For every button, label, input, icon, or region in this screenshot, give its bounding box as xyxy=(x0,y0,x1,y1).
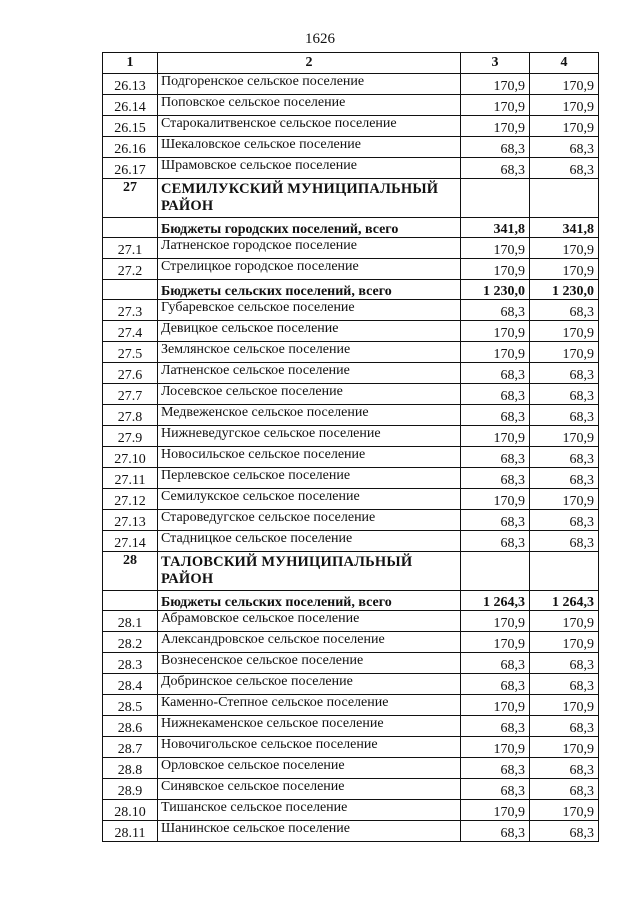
row-name: Бюджеты городских поселений, всего xyxy=(158,218,461,238)
row-value-col4: 68,3 xyxy=(530,510,599,531)
row-value-col4: 68,3 xyxy=(530,653,599,674)
row-number: 27.9 xyxy=(103,426,158,447)
row-name: Семилукское сельское поселение xyxy=(158,489,461,510)
row-value-col3: 68,3 xyxy=(461,300,530,321)
table-row xyxy=(103,737,599,758)
row-value-col3: 68,3 xyxy=(461,758,530,779)
row-value-col3: 68,3 xyxy=(461,384,530,405)
row-value-col4: 68,3 xyxy=(530,363,599,384)
table-row xyxy=(103,384,599,405)
row-name: Синявское сельское поселение xyxy=(158,779,461,800)
row-name: Нижнекаменское сельское поселение xyxy=(158,716,461,737)
row-name: Новосильское сельское поселение xyxy=(158,447,461,468)
row-value-col4: 68,3 xyxy=(530,158,599,179)
row-value-col3: 170,9 xyxy=(461,95,530,116)
row-value-col4: 170,9 xyxy=(530,632,599,653)
row-value-col4: 170,9 xyxy=(530,611,599,632)
table-row xyxy=(103,238,599,259)
row-name: Подгоренское сельское поселение xyxy=(158,74,461,95)
row-value-col4: 68,3 xyxy=(530,468,599,489)
row-value-col4: 68,3 xyxy=(530,137,599,158)
table-header-row xyxy=(103,53,599,74)
row-number xyxy=(103,218,158,238)
row-name: Бюджеты сельских поселений, всего xyxy=(158,280,461,300)
row-name: Орловское сельское поселение xyxy=(158,758,461,779)
row-name: Нижневедугское сельское поселение xyxy=(158,426,461,447)
row-number: 27.11 xyxy=(103,468,158,489)
table-row xyxy=(103,116,599,137)
row-value-col4: 1 230,0 xyxy=(530,280,599,300)
row-value-col4: 170,9 xyxy=(530,737,599,758)
row-name: Губаревское сельское поселение xyxy=(158,300,461,321)
row-number: 27 xyxy=(103,179,158,218)
row-number: 27.3 xyxy=(103,300,158,321)
row-value-col3: 341,8 xyxy=(461,218,530,238)
row-value-col4: 170,9 xyxy=(530,95,599,116)
row-name: Староведугское сельское поселение xyxy=(158,510,461,531)
table-row xyxy=(103,758,599,779)
row-name: Стрелицкое городское поселение xyxy=(158,259,461,280)
row-value-col3: 68,3 xyxy=(461,716,530,737)
header-col-3: 3 xyxy=(461,53,530,74)
header-col-1: 1 xyxy=(103,53,158,74)
row-number: 26.17 xyxy=(103,158,158,179)
row-number: 27.10 xyxy=(103,447,158,468)
table-row xyxy=(103,342,599,363)
table-row xyxy=(103,674,599,695)
row-number: 28.11 xyxy=(103,821,158,842)
table-row xyxy=(103,405,599,426)
row-value-col3: 68,3 xyxy=(461,821,530,842)
row-value-col4: 170,9 xyxy=(530,74,599,95)
row-value-col4: 68,3 xyxy=(530,384,599,405)
row-number: 28.8 xyxy=(103,758,158,779)
row-value-col3: 170,9 xyxy=(461,737,530,758)
row-name: Латненское сельское поселение xyxy=(158,363,461,384)
row-value-col4: 68,3 xyxy=(530,405,599,426)
row-name: Шекаловское сельское поселение xyxy=(158,137,461,158)
table-row xyxy=(103,137,599,158)
district-row xyxy=(103,179,599,218)
row-value-col4: 170,9 xyxy=(530,426,599,447)
header-col-2: 2 xyxy=(158,53,461,74)
row-value-col3: 68,3 xyxy=(461,653,530,674)
table-row xyxy=(103,632,599,653)
row-name: Медвеженское сельское поселение xyxy=(158,405,461,426)
row-value-col3: 170,9 xyxy=(461,74,530,95)
table-row xyxy=(103,779,599,800)
table-row xyxy=(103,158,599,179)
row-value-col3: 170,9 xyxy=(461,342,530,363)
row-value-col3: 68,3 xyxy=(461,531,530,552)
table-row xyxy=(103,489,599,510)
row-value-col3: 170,9 xyxy=(461,238,530,259)
row-name: ТАЛОВСКИЙ МУНИЦИПАЛЬНЫЙ РАЙОН xyxy=(158,552,461,591)
table-row xyxy=(103,447,599,468)
row-value-col4: 170,9 xyxy=(530,695,599,716)
row-name: Поповское сельское поселение xyxy=(158,95,461,116)
row-value-col4 xyxy=(530,552,599,591)
row-number: 26.13 xyxy=(103,74,158,95)
row-value-col3: 170,9 xyxy=(461,611,530,632)
row-number: 28.5 xyxy=(103,695,158,716)
row-name: Бюджеты сельских поселений, всего xyxy=(158,591,461,611)
row-value-col3: 68,3 xyxy=(461,779,530,800)
row-name: Каменно-Степное сельское поселение xyxy=(158,695,461,716)
row-number: 26.14 xyxy=(103,95,158,116)
row-number: 27.7 xyxy=(103,384,158,405)
total-row xyxy=(103,280,599,300)
table-row xyxy=(103,510,599,531)
table-row xyxy=(103,821,599,842)
row-value-col3: 68,3 xyxy=(461,510,530,531)
header-col-4: 4 xyxy=(530,53,599,74)
row-number: 27.8 xyxy=(103,405,158,426)
row-number: 27.13 xyxy=(103,510,158,531)
row-value-col4: 68,3 xyxy=(530,300,599,321)
row-value-col3: 170,9 xyxy=(461,695,530,716)
row-number: 28.10 xyxy=(103,800,158,821)
row-name: Вознесенское сельское поселение xyxy=(158,653,461,674)
row-name: Стадницкое сельское поселение xyxy=(158,531,461,552)
row-value-col3: 170,9 xyxy=(461,116,530,137)
row-value-col3: 170,9 xyxy=(461,489,530,510)
row-number: 28.2 xyxy=(103,632,158,653)
row-value-col3: 68,3 xyxy=(461,363,530,384)
row-value-col3 xyxy=(461,179,530,218)
row-name: Перлевское сельское поселение xyxy=(158,468,461,489)
row-number: 27.6 xyxy=(103,363,158,384)
row-value-col4: 170,9 xyxy=(530,342,599,363)
row-name: Латненское городское поселение xyxy=(158,238,461,259)
page-number: 1626 xyxy=(305,31,335,47)
row-value-col3: 1 230,0 xyxy=(461,280,530,300)
row-name: Старокалитвенское сельское поселение xyxy=(158,116,461,137)
row-value-col4: 170,9 xyxy=(530,489,599,510)
table-row xyxy=(103,695,599,716)
row-value-col3: 170,9 xyxy=(461,800,530,821)
row-value-col4: 68,3 xyxy=(530,779,599,800)
row-number xyxy=(103,280,158,300)
row-value-col4: 170,9 xyxy=(530,116,599,137)
total-row xyxy=(103,591,599,611)
row-value-col4: 68,3 xyxy=(530,447,599,468)
row-number: 27.5 xyxy=(103,342,158,363)
row-value-col4: 68,3 xyxy=(530,531,599,552)
row-value-col3: 68,3 xyxy=(461,674,530,695)
row-value-col4: 68,3 xyxy=(530,758,599,779)
budget-table xyxy=(102,52,599,842)
row-name: Лосевское сельское поселение xyxy=(158,384,461,405)
table-row xyxy=(103,653,599,674)
row-value-col4: 170,9 xyxy=(530,321,599,342)
row-name: Александровское сельское поселение xyxy=(158,632,461,653)
row-number: 26.15 xyxy=(103,116,158,137)
row-name: Новочигольское сельское поселение xyxy=(158,737,461,758)
row-name: Девицкое сельское поселение xyxy=(158,321,461,342)
table-row xyxy=(103,363,599,384)
row-value-col4: 170,9 xyxy=(530,238,599,259)
table-row xyxy=(103,426,599,447)
row-number: 27.12 xyxy=(103,489,158,510)
row-value-col4: 170,9 xyxy=(530,259,599,280)
row-value-col4: 1 264,3 xyxy=(530,591,599,611)
district-row xyxy=(103,552,599,591)
row-value-col3: 170,9 xyxy=(461,426,530,447)
row-number: 28.9 xyxy=(103,779,158,800)
table-row xyxy=(103,611,599,632)
row-value-col3: 170,9 xyxy=(461,259,530,280)
budget-table-container xyxy=(102,52,599,842)
row-value-col3: 68,3 xyxy=(461,405,530,426)
row-value-col3: 1 264,3 xyxy=(461,591,530,611)
row-value-col3: 170,9 xyxy=(461,632,530,653)
row-value-col3: 68,3 xyxy=(461,468,530,489)
row-name: Тишанское сельское поселение xyxy=(158,800,461,821)
row-name: Землянское сельское поселение xyxy=(158,342,461,363)
row-value-col3: 68,3 xyxy=(461,137,530,158)
row-name: Добринское сельское поселение xyxy=(158,674,461,695)
row-value-col4: 68,3 xyxy=(530,716,599,737)
row-name: Шанинское сельское поселение xyxy=(158,821,461,842)
table-row xyxy=(103,468,599,489)
table-row xyxy=(103,716,599,737)
table-row xyxy=(103,95,599,116)
row-name: СЕМИЛУКСКИЙ МУНИЦИПАЛЬНЫЙ РАЙОН xyxy=(158,179,461,218)
row-value-col4 xyxy=(530,179,599,218)
row-number: 26.16 xyxy=(103,137,158,158)
row-value-col4: 341,8 xyxy=(530,218,599,238)
row-number: 27.1 xyxy=(103,238,158,259)
row-name: Абрамовское сельское поселение xyxy=(158,611,461,632)
row-value-col3: 170,9 xyxy=(461,321,530,342)
row-number: 28 xyxy=(103,552,158,591)
table-row xyxy=(103,321,599,342)
table-row xyxy=(103,300,599,321)
row-value-col4: 170,9 xyxy=(530,800,599,821)
row-number: 28.6 xyxy=(103,716,158,737)
row-number: 28.1 xyxy=(103,611,158,632)
total-row xyxy=(103,218,599,238)
row-number: 28.3 xyxy=(103,653,158,674)
row-value-col4: 68,3 xyxy=(530,821,599,842)
row-number: 27.2 xyxy=(103,259,158,280)
row-number xyxy=(103,591,158,611)
row-value-col3 xyxy=(461,552,530,591)
row-value-col3: 68,3 xyxy=(461,447,530,468)
row-value-col3: 68,3 xyxy=(461,158,530,179)
row-value-col4: 68,3 xyxy=(530,674,599,695)
table-row xyxy=(103,74,599,95)
row-number: 27.4 xyxy=(103,321,158,342)
row-name: Шрамовское сельское поселение xyxy=(158,158,461,179)
row-number: 28.4 xyxy=(103,674,158,695)
row-number: 28.7 xyxy=(103,737,158,758)
table-row xyxy=(103,531,599,552)
table-row xyxy=(103,800,599,821)
row-number: 27.14 xyxy=(103,531,158,552)
table-row xyxy=(103,259,599,280)
